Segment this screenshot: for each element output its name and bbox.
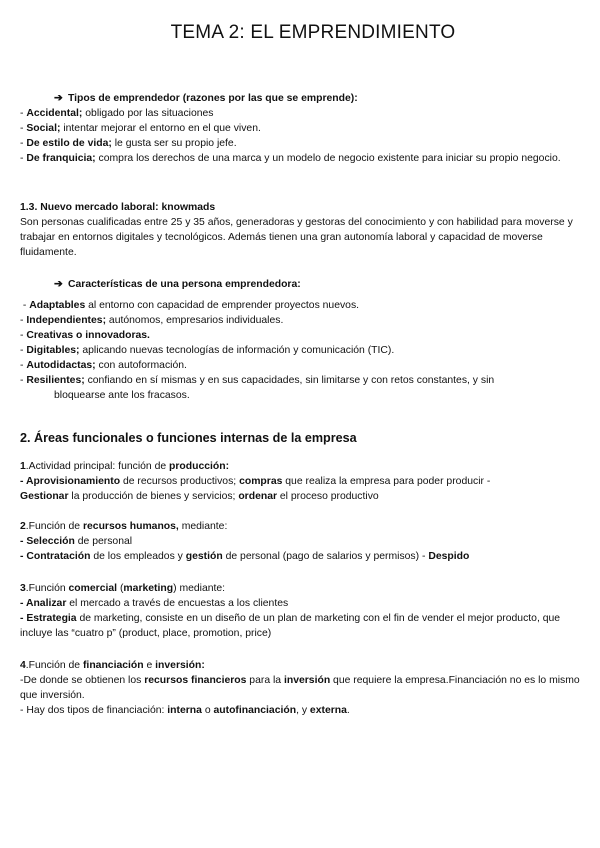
list-item: - De estilo de vida; le gusta ser su propio jefe. <box>20 138 237 149</box>
function-line: - Hay dos tipos de financiación: interna o autofinanciación, y externa. <box>20 705 350 716</box>
section-entrepreneur-types <box>20 91 580 166</box>
function-line: Gestionar la producción de bienes y servicios; ordenar el proceso productivo <box>20 491 379 502</box>
list-item: - De franquicia; compra los derechos de una marca y un modelo de negocio existente para iniciar su propio negocio. <box>20 153 561 164</box>
function-title: 2.Función de recursos humanos, mediante: <box>20 521 228 532</box>
function-line: -De donde se obtienen los recursos financieros para la inversión que requiere la empresa.Financiación no es lo mismo que inversión. <box>20 675 580 701</box>
function-title: 1.Actividad principal: función de producción: <box>20 461 230 472</box>
function-production <box>20 459 580 504</box>
section-heading: 2. Áreas funcionales o funciones internas de la empresa <box>20 431 357 445</box>
list-item: - Adaptables al entorno con capacidad de emprender proyectos nuevos. <box>20 300 360 311</box>
list-item: - Resilientes; confiando en sí mismas y en sus capacidades, sin limitarse y con retos constantes, y sin <box>20 375 495 386</box>
function-line: - Selección de personal <box>20 536 133 547</box>
section-entrepreneur-traits <box>20 277 580 403</box>
list-item: - Creativas o innovadoras. <box>20 330 150 341</box>
function-title: 4.Función de financiación e inversión: <box>20 660 205 671</box>
page-title: TEMA 2: EL EMPRENDIMIENTO <box>170 22 456 43</box>
function-line: - Aprovisionamiento de recursos productivos; compras que realiza la empresa para poder producir - <box>20 476 491 487</box>
list-item: - Independientes; autónomos, empresarios individuales. <box>20 315 284 326</box>
list-item-continuation: bloquearse ante los fracasos. <box>54 390 190 401</box>
section-heading: ➔ Características de una persona emprendedora: <box>54 279 301 290</box>
paragraph: Son personas cualificadas entre 25 y 35 años, generadoras y gestoras del conocimiento y con habilidad para moverse y trabajar en entornos digitales y tecnológicos. Además tienen una gran autonomía laboral y capacidad de moverse fluidamente. <box>20 217 573 258</box>
function-human-resources <box>20 519 580 564</box>
function-line: - Contratación de los empleados y gestión de personal (pago de salarios y permisos) - Despido <box>20 551 470 562</box>
arrow-icon: ➔ <box>54 93 63 104</box>
list-item: - Accidental; obligado por las situaciones <box>20 108 214 119</box>
section-heading: 1.3. Nuevo mercado laboral: knowmads <box>20 202 216 213</box>
function-title: 3.Función comercial (marketing) mediante: <box>20 583 226 594</box>
section-knowmads <box>20 200 580 260</box>
function-finance <box>20 658 580 718</box>
function-line: - Estrategia de marketing, consiste en un diseño de un plan de marketing con el fin de vender el mejor producto, que incluye las “cuatro p” (product, place, promotion, price) <box>20 613 561 639</box>
function-marketing <box>20 581 580 641</box>
list-item: - Digitables; aplicando nuevas tecnologías de información y comunicación (TIC). <box>20 345 395 356</box>
list-item: - Autodidactas; con autoformación. <box>20 360 187 371</box>
section-heading: ➔ Tipos de emprendedor (razones por las que se emprende): <box>54 93 358 104</box>
arrow-icon: ➔ <box>54 279 63 290</box>
list-item: - Social; intentar mejorar el entorno en el que viven. <box>20 123 261 134</box>
function-line: - Analizar el mercado a través de encuestas a los clientes <box>20 598 289 609</box>
section-functional-areas <box>20 431 580 446</box>
